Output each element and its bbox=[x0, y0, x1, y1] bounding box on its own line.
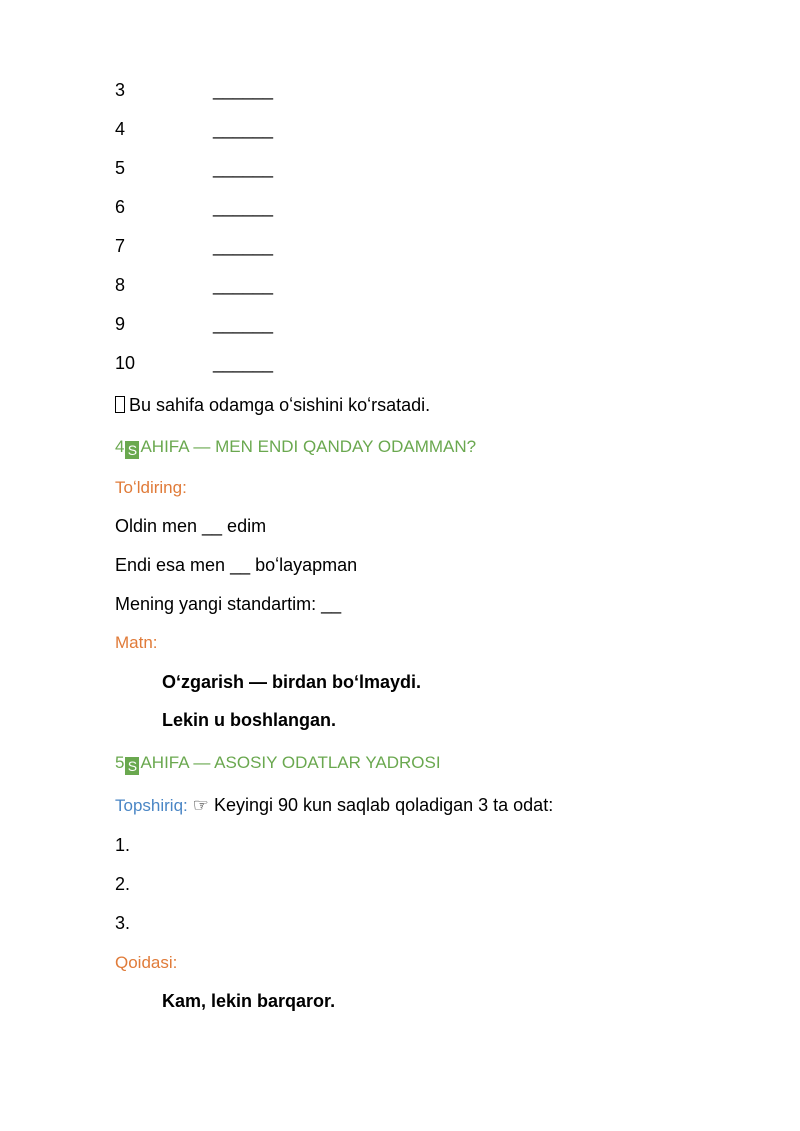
missing-glyph-icon bbox=[115, 396, 125, 413]
fill-line: Endi esa men __ boʻlayapman bbox=[115, 555, 358, 575]
section-marker-icon: S bbox=[125, 757, 139, 775]
blank-line: ______ bbox=[213, 158, 274, 178]
list-number: 4 bbox=[115, 119, 126, 139]
section-number: 5 bbox=[115, 753, 125, 772]
blank-line: ______ bbox=[213, 353, 274, 373]
list-number: 6 bbox=[115, 197, 126, 217]
task-text: Keyingi 90 kun saqlab qoladigan 3 ta odat: bbox=[213, 795, 554, 815]
rule-text: Kam, lekin barqaror. bbox=[162, 991, 336, 1011]
bold-quote-line: Oʻzgarish — birdan boʻlmaydi. bbox=[162, 672, 422, 692]
section-marker-icon: S bbox=[125, 441, 139, 459]
list-number: 3 bbox=[115, 80, 126, 100]
fill-line: Mening yangi standartim: __ bbox=[115, 594, 342, 614]
task-line bbox=[115, 794, 553, 817]
list-item: 1. bbox=[115, 835, 131, 855]
section-4-heading bbox=[115, 436, 476, 459]
section-title: AHIFA — ASOSIY ODATLAR YADROSI bbox=[140, 753, 441, 772]
list-number: 5 bbox=[115, 158, 126, 178]
list-number: 10 bbox=[115, 353, 136, 373]
blank-line: ______ bbox=[213, 119, 274, 139]
pointing-hand-icon: ☞ bbox=[192, 795, 209, 815]
blank-line: ______ bbox=[213, 314, 274, 334]
list-number: 9 bbox=[115, 314, 126, 334]
bold-quote-line: Lekin u boshlangan. bbox=[162, 710, 337, 730]
blank-line: ______ bbox=[213, 236, 274, 256]
rule-label: Qoidasi: bbox=[115, 953, 178, 972]
blank-line: ______ bbox=[213, 197, 274, 217]
blank-line: ______ bbox=[213, 80, 274, 100]
list-number: 8 bbox=[115, 275, 126, 295]
fill-label: Toʻldiring: bbox=[115, 478, 187, 497]
section-title: AHIFA — MEN ENDI QANDAY ODAMMAN? bbox=[140, 437, 477, 456]
list-number: 7 bbox=[115, 236, 126, 256]
list-item: 2. bbox=[115, 874, 131, 894]
growth-note-text: Bu sahifa odamga oʻsishini koʻrsatadi. bbox=[129, 395, 431, 415]
section-5-heading bbox=[115, 752, 441, 775]
blank-line: ______ bbox=[213, 275, 274, 295]
list-item: 3. bbox=[115, 913, 131, 933]
text-label: Matn: bbox=[115, 633, 158, 652]
section-number: 4 bbox=[115, 437, 125, 456]
growth-note bbox=[115, 394, 430, 416]
fill-line: Oldin men __ edim bbox=[115, 516, 267, 536]
task-label: Topshiriq: bbox=[115, 796, 188, 815]
